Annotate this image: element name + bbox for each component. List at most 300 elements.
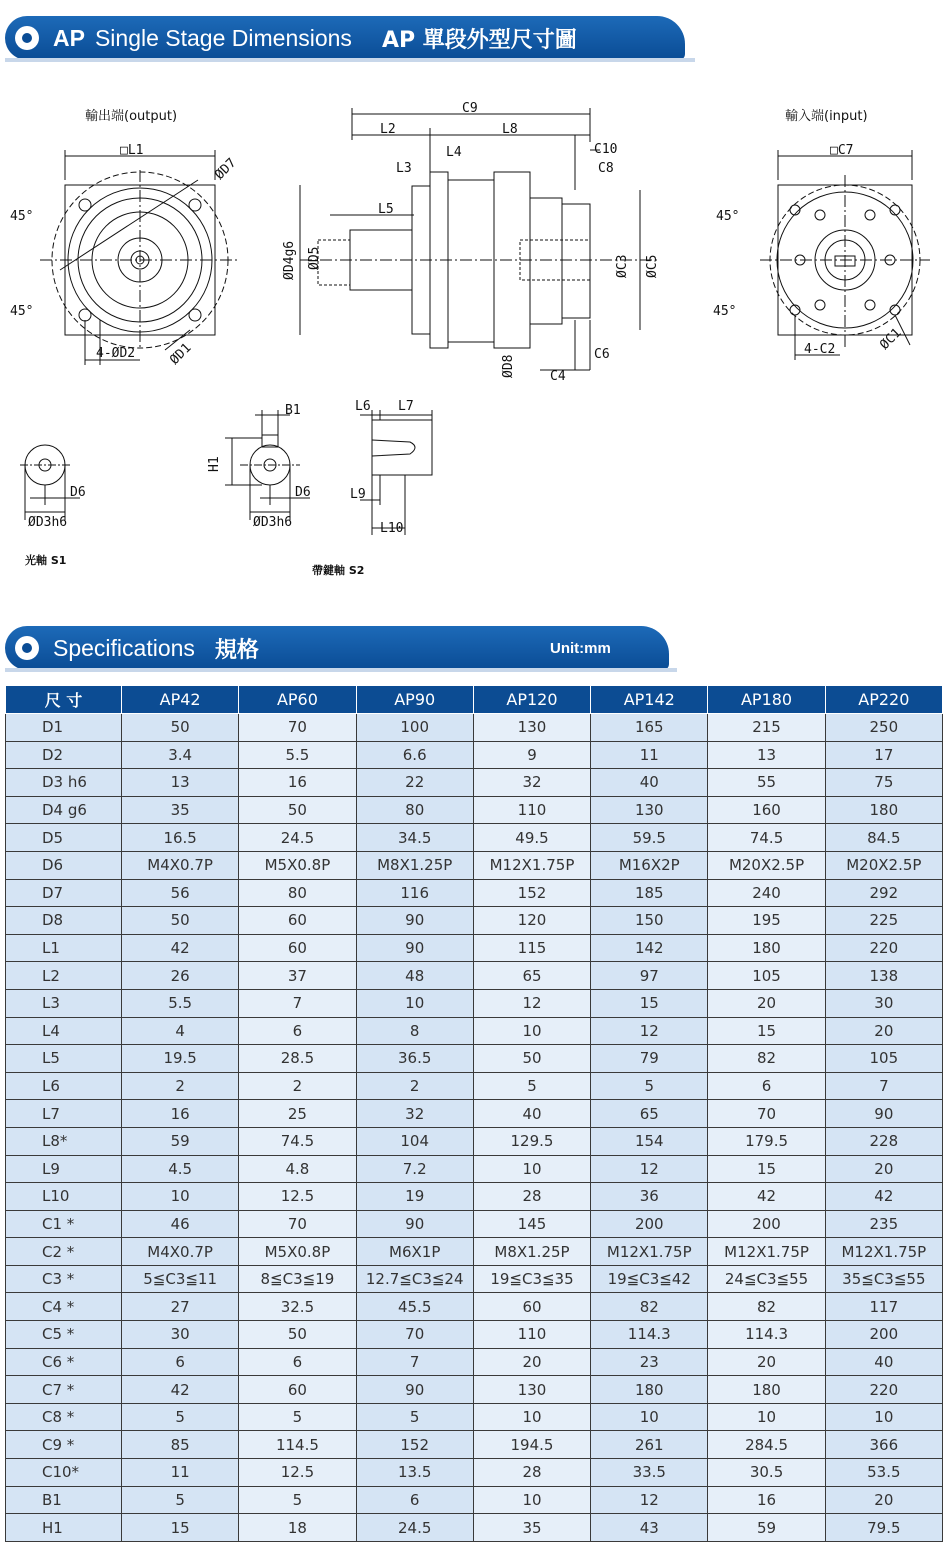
shaft2-label-D3: ØD3h6: [253, 515, 293, 530]
cell-value: 4.5: [122, 1155, 239, 1183]
cell-value: M20X2.5P: [825, 851, 942, 879]
cell-value: 145: [473, 1210, 590, 1238]
cell-value: 5: [591, 1072, 708, 1100]
table-row: [6, 1072, 943, 1100]
row-label: L9: [6, 1155, 122, 1183]
cell-value: 110: [473, 796, 590, 824]
cell-value: 74.5: [239, 1127, 356, 1155]
cell-value: 79.5: [825, 1514, 942, 1542]
cell-value: 152: [356, 1431, 473, 1459]
dim-label-C8: C8: [598, 161, 614, 176]
cell-value: 6: [356, 1486, 473, 1514]
cell-value: 7.2: [356, 1155, 473, 1183]
cell-value: 26: [122, 962, 239, 990]
cell-value: M8X1.25P: [473, 1238, 590, 1266]
cell-value: 104: [356, 1127, 473, 1155]
cell-value: 90: [356, 934, 473, 962]
cell-value: 12: [591, 1155, 708, 1183]
cell-value: 228: [825, 1127, 942, 1155]
row-label: D5: [6, 824, 122, 852]
cell-value: 2: [122, 1072, 239, 1100]
cell-value: 114.3: [708, 1321, 825, 1349]
cell-value: 110: [473, 1321, 590, 1349]
section-title-zh: AP 單段外型尺寸圖: [381, 27, 577, 53]
cell-value: 32: [356, 1100, 473, 1128]
cell-value: 30: [122, 1321, 239, 1349]
table-row: [6, 769, 943, 797]
cell-value: 225: [825, 907, 942, 935]
row-label: L2: [6, 962, 122, 990]
row-label: D3 h6: [6, 769, 122, 797]
dim-label-D1: ØD1: [167, 340, 195, 368]
cell-value: 42: [122, 1376, 239, 1404]
cell-value: 59: [122, 1127, 239, 1155]
cell-value: 15: [708, 1155, 825, 1183]
angle-label-bottom: 45°: [10, 304, 34, 319]
table-row: [6, 1100, 943, 1128]
cell-value: 9: [473, 741, 590, 769]
cell-value: M5X0.8P: [239, 1238, 356, 1266]
cell-value: 160: [708, 796, 825, 824]
cell-value: 195: [708, 907, 825, 935]
dim-label-L5: L5: [378, 202, 394, 217]
table-row: [6, 1459, 943, 1487]
cell-value: 117: [825, 1293, 942, 1321]
cell-value: 105: [825, 1045, 942, 1073]
cell-value: 20: [825, 1155, 942, 1183]
header-model: AP142: [591, 686, 708, 714]
cell-value: 45.5: [356, 1293, 473, 1321]
table-row: [6, 1403, 943, 1431]
cell-value: 60: [239, 907, 356, 935]
row-label: D6: [6, 851, 122, 879]
cell-value: 154: [591, 1127, 708, 1155]
row-label: L4: [6, 1017, 122, 1045]
unit-label: Unit:mm: [550, 640, 611, 657]
key-label-L6: L6: [355, 399, 371, 414]
cell-value: 16.5: [122, 824, 239, 852]
cell-value: 90: [825, 1100, 942, 1128]
table-header-row: [6, 686, 943, 714]
cell-value: 5: [239, 1486, 356, 1514]
cell-value: 5: [122, 1403, 239, 1431]
cell-value: 10: [473, 1403, 590, 1431]
cell-value: 240: [708, 879, 825, 907]
cell-value: 32.5: [239, 1293, 356, 1321]
section-title-zh: 規格: [214, 637, 259, 663]
row-label: C6 *: [6, 1348, 122, 1376]
table-row: [6, 1183, 943, 1211]
cell-value: 18: [239, 1514, 356, 1542]
cell-value: 24≦C3≦55: [708, 1265, 825, 1293]
cell-value: 27: [122, 1293, 239, 1321]
cell-value: 12: [591, 1017, 708, 1045]
cell-value: 50: [473, 1045, 590, 1073]
cell-value: 16: [122, 1100, 239, 1128]
row-label: L8*: [6, 1127, 122, 1155]
dim-label-C1: ØC1: [877, 325, 905, 353]
input-angle-label-top: 45°: [716, 209, 740, 224]
cell-value: 10: [356, 989, 473, 1017]
cell-value: 48: [356, 962, 473, 990]
cell-value: 5.5: [122, 989, 239, 1017]
cell-value: 85: [122, 1431, 239, 1459]
row-label: C9 *: [6, 1431, 122, 1459]
cell-value: 200: [825, 1321, 942, 1349]
dim-label-C10: C10: [594, 142, 618, 157]
cell-value: 13: [122, 769, 239, 797]
cell-value: 30: [825, 989, 942, 1017]
cell-value: 42: [122, 934, 239, 962]
cell-value: 11: [591, 741, 708, 769]
input-end-label: 輸入端(input): [785, 109, 868, 124]
table-row: [6, 1514, 943, 1542]
table-row: [6, 851, 943, 879]
cell-value: 6: [239, 1348, 356, 1376]
cell-value: 6: [122, 1348, 239, 1376]
cell-value: 70: [239, 714, 356, 742]
cell-value: 6: [708, 1072, 825, 1100]
table-row: [6, 1293, 943, 1321]
row-label: C10*: [6, 1459, 122, 1487]
cell-value: 12.5: [239, 1183, 356, 1211]
shaft-plain-caption: 光軸 S1: [25, 554, 67, 567]
section-title-en: Specifications: [53, 634, 195, 661]
cell-value: M8X1.25P: [356, 851, 473, 879]
cell-value: 46: [122, 1210, 239, 1238]
table-row: [6, 1238, 943, 1266]
section-banner-dimensions: [5, 16, 685, 60]
cell-value: 50: [122, 907, 239, 935]
cell-value: 23: [591, 1348, 708, 1376]
cell-value: 35≦C3≦55: [825, 1265, 942, 1293]
cell-value: 5: [356, 1403, 473, 1431]
header-model: AP60: [239, 686, 356, 714]
dim-label-D4: ØD4g6: [282, 240, 297, 280]
cell-value: 82: [708, 1045, 825, 1073]
cell-value: 80: [356, 796, 473, 824]
cell-value: 15: [708, 1017, 825, 1045]
cell-value: 84.5: [825, 824, 942, 852]
cell-value: 17: [825, 741, 942, 769]
dim-label-C4: C4: [550, 369, 566, 384]
cell-value: 16: [239, 769, 356, 797]
dimension-drawing: [0, 80, 950, 590]
cell-value: 194.5: [473, 1431, 590, 1459]
cell-value: 179.5: [708, 1127, 825, 1155]
cell-value: 40: [825, 1348, 942, 1376]
cell-value: 40: [591, 769, 708, 797]
cell-value: 250: [825, 714, 942, 742]
dim-label-D2: 4-ØD2: [96, 346, 136, 361]
cell-value: 5.5: [239, 741, 356, 769]
table-row: [6, 824, 943, 852]
cell-value: 82: [708, 1293, 825, 1321]
cell-value: 12.7≦C3≦24: [356, 1265, 473, 1293]
cell-value: 28: [473, 1459, 590, 1487]
bullet-icon: [15, 636, 39, 660]
row-label: L1: [6, 934, 122, 962]
cell-value: 12: [591, 1486, 708, 1514]
row-label: D1: [6, 714, 122, 742]
cell-value: 150: [591, 907, 708, 935]
cell-value: 60: [239, 934, 356, 962]
cell-value: 80: [239, 879, 356, 907]
cell-value: 12: [473, 989, 590, 1017]
dim-label-L4: L4: [446, 145, 462, 160]
cell-value: 70: [239, 1210, 356, 1238]
cell-value: 70: [708, 1100, 825, 1128]
cell-value: 152: [473, 879, 590, 907]
row-label: C2 *: [6, 1238, 122, 1266]
table-row: [6, 1431, 943, 1459]
cell-value: 50: [239, 1321, 356, 1349]
cell-value: 79: [591, 1045, 708, 1073]
cell-value: 13: [708, 741, 825, 769]
cell-value: 56: [122, 879, 239, 907]
cell-value: M12X1.75P: [591, 1238, 708, 1266]
cell-value: 20: [825, 1017, 942, 1045]
key-label-L10: L10: [380, 521, 404, 536]
cell-value: 97: [591, 962, 708, 990]
header-model: AP220: [825, 686, 942, 714]
header-model: AP180: [708, 686, 825, 714]
row-label: C5 *: [6, 1321, 122, 1349]
key-label-L7: L7: [398, 399, 414, 414]
cell-value: 65: [591, 1100, 708, 1128]
shaft-key-caption: 帶鍵軸 S2: [312, 564, 365, 577]
shaft2-label-B1: B1: [285, 403, 301, 418]
dim-label-D5: ØD5: [307, 246, 322, 270]
cell-value: 11: [122, 1459, 239, 1487]
cell-value: 130: [473, 714, 590, 742]
table-row: [6, 1376, 943, 1404]
cell-value: 115: [473, 934, 590, 962]
row-label: L6: [6, 1072, 122, 1100]
cell-value: 10: [708, 1403, 825, 1431]
table-row: [6, 934, 943, 962]
cell-value: 138: [825, 962, 942, 990]
table-row: [6, 741, 943, 769]
row-label: B1: [6, 1486, 122, 1514]
cell-value: 10: [591, 1403, 708, 1431]
dim-label-L1: □L1: [120, 143, 144, 158]
cell-value: 30.5: [708, 1459, 825, 1487]
cell-value: M12X1.75P: [825, 1238, 942, 1266]
table-row: [6, 1210, 943, 1238]
row-label: D8: [6, 907, 122, 935]
cell-value: 12.5: [239, 1459, 356, 1487]
dim-label-C7: □C7: [830, 143, 854, 158]
cell-value: 59.5: [591, 824, 708, 852]
cell-value: 2: [356, 1072, 473, 1100]
cell-value: 8: [356, 1017, 473, 1045]
cell-value: M6X1P: [356, 1238, 473, 1266]
dim-label-C6: C6: [594, 347, 610, 362]
row-label: L7: [6, 1100, 122, 1128]
specifications-table: [5, 685, 943, 1542]
cell-value: 220: [825, 934, 942, 962]
cell-value: 32: [473, 769, 590, 797]
cell-value: 15: [122, 1514, 239, 1542]
header-model: AP120: [473, 686, 590, 714]
row-label: C4 *: [6, 1293, 122, 1321]
dim-label-D8: ØD8: [501, 354, 516, 378]
shaft1-label-D6: D6: [70, 485, 86, 500]
cell-value: 8≦C3≦19: [239, 1265, 356, 1293]
cell-value: 42: [708, 1183, 825, 1211]
section-title-en: AP Single Stage Dimensions: [53, 24, 352, 51]
cell-value: 40: [473, 1100, 590, 1128]
cell-value: 180: [591, 1376, 708, 1404]
cell-value: 5: [122, 1486, 239, 1514]
cell-value: 35: [122, 796, 239, 824]
table-row: [6, 1127, 943, 1155]
cell-value: 261: [591, 1431, 708, 1459]
cell-value: 4.8: [239, 1155, 356, 1183]
cell-value: 65: [473, 962, 590, 990]
row-label: C7 *: [6, 1376, 122, 1404]
cell-value: 130: [473, 1376, 590, 1404]
cell-value: M5X0.8P: [239, 851, 356, 879]
cell-value: 5: [239, 1403, 356, 1431]
cell-value: 90: [356, 1376, 473, 1404]
cell-value: 7: [239, 989, 356, 1017]
banner-underline: [5, 58, 695, 62]
row-label: D4 g6: [6, 796, 122, 824]
cell-value: 292: [825, 879, 942, 907]
table-row: [6, 907, 943, 935]
cell-value: 120: [473, 907, 590, 935]
row-label: C1 *: [6, 1210, 122, 1238]
cell-value: 82: [591, 1293, 708, 1321]
table-row: [6, 1045, 943, 1073]
cell-value: 185: [591, 879, 708, 907]
table-row: [6, 989, 943, 1017]
cell-value: 6.6: [356, 741, 473, 769]
table-row: [6, 714, 943, 742]
cell-value: 10: [825, 1403, 942, 1431]
cell-value: 37: [239, 962, 356, 990]
cell-value: 7: [356, 1348, 473, 1376]
cell-value: 36: [591, 1183, 708, 1211]
cell-value: 20: [473, 1348, 590, 1376]
table-row: [6, 1348, 943, 1376]
cell-value: 3.4: [122, 741, 239, 769]
dim-label-L3: L3: [396, 161, 412, 176]
cell-value: 28.5: [239, 1045, 356, 1073]
dim-label-C9: C9: [462, 101, 478, 116]
cell-value: 90: [356, 1210, 473, 1238]
cell-value: 5≦C3≦11: [122, 1265, 239, 1293]
row-label: H1: [6, 1514, 122, 1542]
row-label: D2: [6, 741, 122, 769]
cell-value: 235: [825, 1210, 942, 1238]
cell-value: 180: [825, 796, 942, 824]
cell-value: 10: [473, 1486, 590, 1514]
cell-value: M16X2P: [591, 851, 708, 879]
cell-value: 36.5: [356, 1045, 473, 1073]
cell-value: 13.5: [356, 1459, 473, 1487]
cell-value: 50: [122, 714, 239, 742]
dim-label-L2: L2: [380, 122, 396, 137]
table-row: [6, 796, 943, 824]
row-label: L5: [6, 1045, 122, 1073]
cell-value: 25: [239, 1100, 356, 1128]
cell-value: 16: [708, 1486, 825, 1514]
cell-value: 19≦C3≦35: [473, 1265, 590, 1293]
cell-value: 55: [708, 769, 825, 797]
angle-label-top: 45°: [10, 209, 34, 224]
cell-value: 130: [591, 796, 708, 824]
cell-value: 10: [473, 1155, 590, 1183]
cell-value: 50: [239, 796, 356, 824]
cell-value: 60: [239, 1376, 356, 1404]
cell-value: 24.5: [239, 824, 356, 852]
row-label: L10: [6, 1183, 122, 1211]
cell-value: M20X2.5P: [708, 851, 825, 879]
cell-value: 15: [591, 989, 708, 1017]
row-label: L3: [6, 989, 122, 1017]
bullet-icon: [15, 26, 39, 50]
row-label: D7: [6, 879, 122, 907]
header-dimension: 尺 寸: [6, 686, 122, 714]
shaft2-label-H1: H1: [207, 456, 222, 472]
header-model: AP42: [122, 686, 239, 714]
cell-value: 49.5: [473, 824, 590, 852]
section-banner-specifications: [5, 626, 669, 670]
row-label: C8 *: [6, 1403, 122, 1431]
cell-value: 4: [122, 1017, 239, 1045]
dim-label-D7: ØD7: [212, 155, 240, 183]
cell-value: 220: [825, 1376, 942, 1404]
cell-value: 43: [591, 1514, 708, 1542]
cell-value: 142: [591, 934, 708, 962]
cell-value: 284.5: [708, 1431, 825, 1459]
cell-value: M12X1.75P: [473, 851, 590, 879]
dim-label-L8: L8: [502, 122, 518, 137]
cell-value: 20: [708, 1348, 825, 1376]
cell-value: 366: [825, 1431, 942, 1459]
cell-value: 6: [239, 1017, 356, 1045]
cell-value: 28: [473, 1183, 590, 1211]
shaft1-label-D3: ØD3h6: [28, 515, 68, 530]
table-row: [6, 1486, 943, 1514]
cell-value: 200: [708, 1210, 825, 1238]
cell-value: 215: [708, 714, 825, 742]
cell-value: 20: [708, 989, 825, 1017]
input-angle-label-bottom: 45°: [713, 304, 737, 319]
cell-value: 33.5: [591, 1459, 708, 1487]
cell-value: 35: [473, 1514, 590, 1542]
header-model: AP90: [356, 686, 473, 714]
cell-value: 22: [356, 769, 473, 797]
cell-value: 74.5: [708, 824, 825, 852]
cell-value: 70: [356, 1321, 473, 1349]
key-label-L9: L9: [350, 487, 366, 502]
row-label: C3 *: [6, 1265, 122, 1293]
cell-value: 116: [356, 879, 473, 907]
table-row: [6, 1265, 943, 1293]
cell-value: 7: [825, 1072, 942, 1100]
banner-underline: [5, 668, 677, 672]
cell-value: M12X1.75P: [708, 1238, 825, 1266]
cell-value: 75: [825, 769, 942, 797]
cell-value: 180: [708, 1376, 825, 1404]
output-end-label: 輸出端(output): [85, 109, 178, 124]
table-row: [6, 1155, 943, 1183]
cell-value: M4X0.7P: [122, 851, 239, 879]
